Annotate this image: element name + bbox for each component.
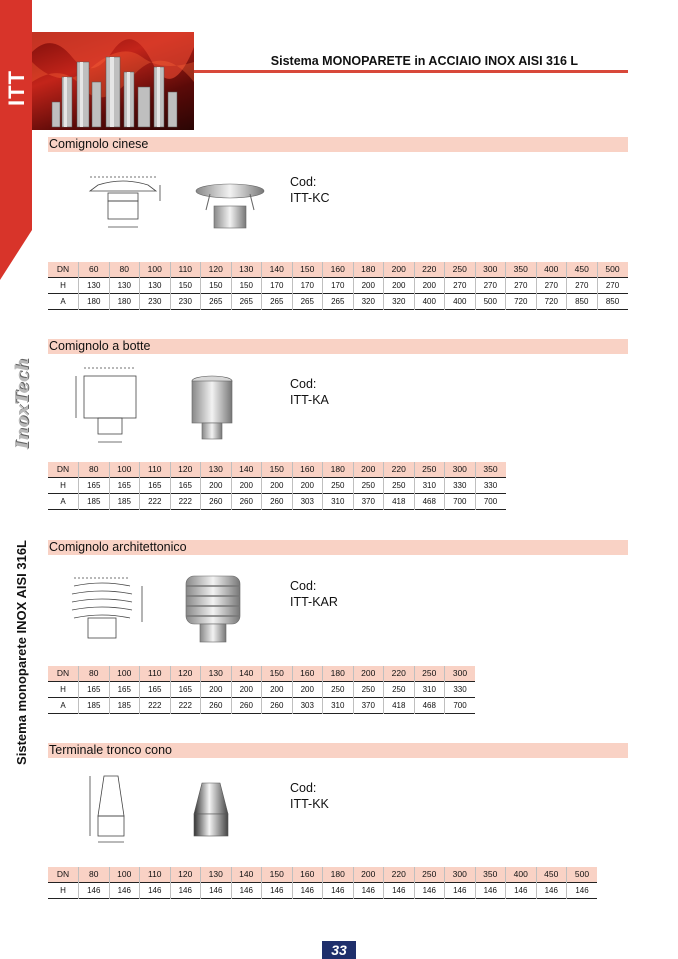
row-label-cell: A <box>60 700 66 710</box>
table-cell: 146 <box>567 882 598 898</box>
table-cell: 250 <box>414 462 445 477</box>
row-label-cell: A <box>60 496 66 506</box>
table-cell: 200 <box>384 262 415 277</box>
table-row <box>48 477 506 493</box>
table-cell: 140 <box>231 867 262 882</box>
hero-image <box>32 32 194 130</box>
table-cell: 200 <box>231 681 262 697</box>
table-row <box>48 697 475 713</box>
table-cell: 260 <box>262 697 293 713</box>
table-cell: 180 <box>323 867 354 882</box>
row-label-cell: H <box>60 885 66 895</box>
table-cell: 110 <box>140 867 171 882</box>
table-cell: 320 <box>384 293 415 309</box>
table-cell: 310 <box>414 681 445 697</box>
table-cell: 120 <box>170 462 201 477</box>
table-cell: 370 <box>353 493 384 509</box>
product-code-itt-ka: Cod: ITT-KA <box>290 377 329 407</box>
table-cell: 330 <box>445 477 476 493</box>
table-cell: 230 <box>170 293 201 309</box>
spec-table-comignolo-a-botte <box>48 462 506 510</box>
table-cell: 850 <box>597 293 628 309</box>
table-cell: 300 <box>445 867 476 882</box>
table-cell: 400 <box>536 262 567 277</box>
row-label-cell: DN <box>48 867 79 882</box>
table-cell: 200 <box>353 666 384 681</box>
table-cell: 468 <box>414 697 445 713</box>
spec-table-comignolo-cinese <box>48 262 628 310</box>
table-row <box>48 882 597 898</box>
table-cell: 250 <box>353 681 384 697</box>
table-cell: 700 <box>445 493 476 509</box>
table-cell: 303 <box>292 493 323 509</box>
inoxtech-logo-text: InoxTech <box>12 358 33 450</box>
table-cell: 150 <box>262 666 293 681</box>
table-cell: 200 <box>201 477 232 493</box>
table-cell: 500 <box>475 293 506 309</box>
section-bar-comignolo-a-botte <box>48 339 628 354</box>
table-cell: 220 <box>384 462 415 477</box>
inoxtech-logo <box>12 358 34 450</box>
table-cell: 310 <box>323 697 354 713</box>
table-cell: 170 <box>323 277 354 293</box>
table-cell: 250 <box>414 666 445 681</box>
section-bar-comignolo-architettonico <box>48 540 628 555</box>
table-cell: 270 <box>506 277 537 293</box>
table-cell: 60 <box>79 262 110 277</box>
section-title: Comignolo cinese <box>49 137 149 151</box>
table-cell: 270 <box>445 277 476 293</box>
table-cell: 200 <box>384 277 415 293</box>
table-cell: 110 <box>170 262 201 277</box>
spec-table-terminale-tronco-cono <box>48 867 597 899</box>
section-bar-comignolo-cinese <box>48 137 628 152</box>
table-cell: 222 <box>140 493 171 509</box>
table-cell: 110 <box>140 462 171 477</box>
brand-label: ITT <box>4 70 29 106</box>
table-cell: 185 <box>79 493 110 509</box>
table-cell: 146 <box>475 882 506 898</box>
table-cell: 80 <box>109 262 140 277</box>
table-cell: 260 <box>262 493 293 509</box>
table-cell: 146 <box>140 882 171 898</box>
table-cell: 260 <box>201 493 232 509</box>
table-cell: 350 <box>475 462 506 477</box>
row-label-cell: DN <box>48 262 79 277</box>
table-cell: 270 <box>567 277 598 293</box>
table-cell: 220 <box>414 262 445 277</box>
table-cell: 250 <box>323 477 354 493</box>
table-cell: 250 <box>384 681 415 697</box>
table-cell: 146 <box>445 882 476 898</box>
table-cell: 130 <box>231 262 262 277</box>
table-cell: 180 <box>323 462 354 477</box>
table-cell: 265 <box>292 293 323 309</box>
terminale-tronco-cono-drawing <box>86 770 136 848</box>
table-cell: 700 <box>475 493 506 509</box>
table-header-row <box>48 867 597 882</box>
table-cell: 418 <box>384 697 415 713</box>
table-cell: 110 <box>140 666 171 681</box>
row-label-cell: DN <box>48 666 79 681</box>
table-cell: 200 <box>262 681 293 697</box>
table-cell: 700 <box>445 697 476 713</box>
table-cell: 270 <box>597 277 628 293</box>
section-title: Terminale tronco cono <box>49 743 172 757</box>
spec-table-comignolo-architettonico <box>48 666 475 714</box>
table-cell: 130 <box>201 462 232 477</box>
section-title: Comignolo architettonico <box>49 540 187 554</box>
table-cell: 146 <box>292 882 323 898</box>
table-cell: 250 <box>414 867 445 882</box>
product-code-itt-kc: Cod: ITT-KC <box>290 175 330 205</box>
table-cell: 450 <box>567 262 598 277</box>
comignolo-cinese-photo <box>194 180 266 232</box>
table-cell: 180 <box>109 293 140 309</box>
header-divider <box>194 70 628 73</box>
table-cell: 220 <box>384 666 415 681</box>
table-cell: 200 <box>262 477 293 493</box>
table-cell: 146 <box>109 882 140 898</box>
table-cell: 300 <box>445 462 476 477</box>
table-cell: 180 <box>79 293 110 309</box>
table-cell: 140 <box>231 462 262 477</box>
side-title: Sistema monoparete INOX AISI 316L <box>14 540 29 765</box>
table-cell: 260 <box>231 697 262 713</box>
table-cell: 180 <box>353 262 384 277</box>
product-code-itt-kk: Cod: ITT-KK <box>290 781 329 811</box>
table-cell: 150 <box>262 462 293 477</box>
row-label-cell: A <box>60 296 66 306</box>
table-cell: 265 <box>231 293 262 309</box>
brand-strip <box>0 0 32 280</box>
table-cell: 500 <box>567 867 598 882</box>
table-cell: 146 <box>536 882 567 898</box>
table-cell: 200 <box>231 477 262 493</box>
table-cell: 140 <box>231 666 262 681</box>
table-cell: 250 <box>384 477 415 493</box>
table-cell: 120 <box>170 867 201 882</box>
table-header-row <box>48 262 628 277</box>
table-cell: 146 <box>414 882 445 898</box>
table-cell: 200 <box>353 462 384 477</box>
table-cell: 265 <box>201 293 232 309</box>
table-cell: 80 <box>79 462 110 477</box>
table-cell: 303 <box>292 697 323 713</box>
table-cell: 120 <box>201 262 232 277</box>
table-cell: 100 <box>140 262 171 277</box>
section-title: Comignolo a botte <box>49 339 151 353</box>
table-cell: 100 <box>109 867 140 882</box>
table-cell: 146 <box>323 882 354 898</box>
table-cell: 130 <box>79 277 110 293</box>
table-cell: 146 <box>201 882 232 898</box>
table-cell: 260 <box>231 493 262 509</box>
table-cell: 160 <box>292 462 323 477</box>
table-cell: 165 <box>140 681 171 697</box>
table-cell: 80 <box>79 867 110 882</box>
table-cell: 200 <box>353 867 384 882</box>
table-cell: 200 <box>292 477 323 493</box>
table-cell: 165 <box>140 477 171 493</box>
table-cell: 130 <box>109 277 140 293</box>
table-cell: 150 <box>201 277 232 293</box>
table-header-row <box>48 462 506 477</box>
table-cell: 146 <box>231 882 262 898</box>
table-cell: 200 <box>201 681 232 697</box>
table-cell: 350 <box>475 867 506 882</box>
table-cell: 260 <box>201 697 232 713</box>
table-row <box>48 681 475 697</box>
table-cell: 150 <box>170 277 201 293</box>
table-cell: 350 <box>506 262 537 277</box>
table-cell: 310 <box>323 493 354 509</box>
table-cell: 200 <box>292 681 323 697</box>
table-cell: 370 <box>353 697 384 713</box>
table-cell: 165 <box>109 477 140 493</box>
table-cell: 450 <box>536 867 567 882</box>
row-label-cell: H <box>60 684 66 694</box>
table-cell: 418 <box>384 493 415 509</box>
table-cell: 185 <box>79 697 110 713</box>
comignolo-architettonico-photo <box>182 572 244 644</box>
table-cell: 185 <box>109 493 140 509</box>
table-cell: 320 <box>353 293 384 309</box>
table-cell: 120 <box>170 666 201 681</box>
table-cell: 130 <box>140 277 171 293</box>
section-bar-terminale-tronco-cono <box>48 743 628 758</box>
comignolo-cinese-drawing <box>84 173 174 233</box>
table-cell: 200 <box>353 277 384 293</box>
table-cell: 468 <box>414 493 445 509</box>
table-cell: 150 <box>262 867 293 882</box>
row-label-cell: DN <box>48 462 79 477</box>
table-cell: 265 <box>323 293 354 309</box>
comignolo-a-botte-drawing <box>70 362 150 447</box>
table-cell: 720 <box>506 293 537 309</box>
table-cell: 165 <box>79 477 110 493</box>
table-cell: 265 <box>262 293 293 309</box>
table-cell: 100 <box>109 666 140 681</box>
table-cell: 270 <box>536 277 567 293</box>
page-header-title: Sistema MONOPARETE in ACCIAIO INOX AISI 316 L <box>270 54 578 68</box>
page-number: 33 <box>322 941 356 959</box>
table-cell: 300 <box>445 666 476 681</box>
table-cell: 330 <box>445 681 476 697</box>
comignolo-architettonico-drawing <box>66 572 152 642</box>
table-cell: 150 <box>292 262 323 277</box>
table-cell: 160 <box>292 666 323 681</box>
row-label-cell: H <box>60 480 66 490</box>
table-row <box>48 493 506 509</box>
table-cell: 150 <box>231 277 262 293</box>
table-cell: 500 <box>597 262 628 277</box>
table-row <box>48 293 628 309</box>
product-code-itt-kar: Cod: ITT-KAR <box>290 579 338 609</box>
table-cell: 400 <box>445 293 476 309</box>
table-cell: 160 <box>292 867 323 882</box>
table-cell: 140 <box>262 262 293 277</box>
table-cell: 146 <box>79 882 110 898</box>
table-cell: 146 <box>506 882 537 898</box>
table-cell: 170 <box>292 277 323 293</box>
table-row <box>48 277 628 293</box>
table-cell: 146 <box>170 882 201 898</box>
table-cell: 300 <box>475 262 506 277</box>
table-cell: 250 <box>323 681 354 697</box>
table-cell: 222 <box>170 697 201 713</box>
table-cell: 100 <box>109 462 140 477</box>
table-cell: 400 <box>506 867 537 882</box>
table-cell: 146 <box>353 882 384 898</box>
table-cell: 165 <box>170 477 201 493</box>
row-label-cell: H <box>60 280 66 290</box>
table-cell: 146 <box>384 882 415 898</box>
table-cell: 165 <box>109 681 140 697</box>
table-cell: 720 <box>536 293 567 309</box>
table-cell: 250 <box>445 262 476 277</box>
table-cell: 180 <box>323 666 354 681</box>
table-cell: 165 <box>79 681 110 697</box>
table-cell: 130 <box>201 867 232 882</box>
table-cell: 200 <box>414 277 445 293</box>
table-cell: 160 <box>323 262 354 277</box>
table-cell: 850 <box>567 293 598 309</box>
table-header-row <box>48 666 475 681</box>
table-cell: 270 <box>475 277 506 293</box>
terminale-tronco-cono-photo <box>190 780 232 840</box>
comignolo-a-botte-photo <box>190 373 236 441</box>
table-cell: 330 <box>475 477 506 493</box>
table-cell: 185 <box>109 697 140 713</box>
table-cell: 230 <box>140 293 171 309</box>
table-cell: 220 <box>384 867 415 882</box>
table-cell: 146 <box>262 882 293 898</box>
table-cell: 170 <box>262 277 293 293</box>
table-cell: 130 <box>201 666 232 681</box>
table-cell: 222 <box>140 697 171 713</box>
table-cell: 400 <box>414 293 445 309</box>
table-cell: 310 <box>414 477 445 493</box>
table-cell: 250 <box>353 477 384 493</box>
table-cell: 165 <box>170 681 201 697</box>
table-cell: 222 <box>170 493 201 509</box>
table-cell: 80 <box>79 666 110 681</box>
